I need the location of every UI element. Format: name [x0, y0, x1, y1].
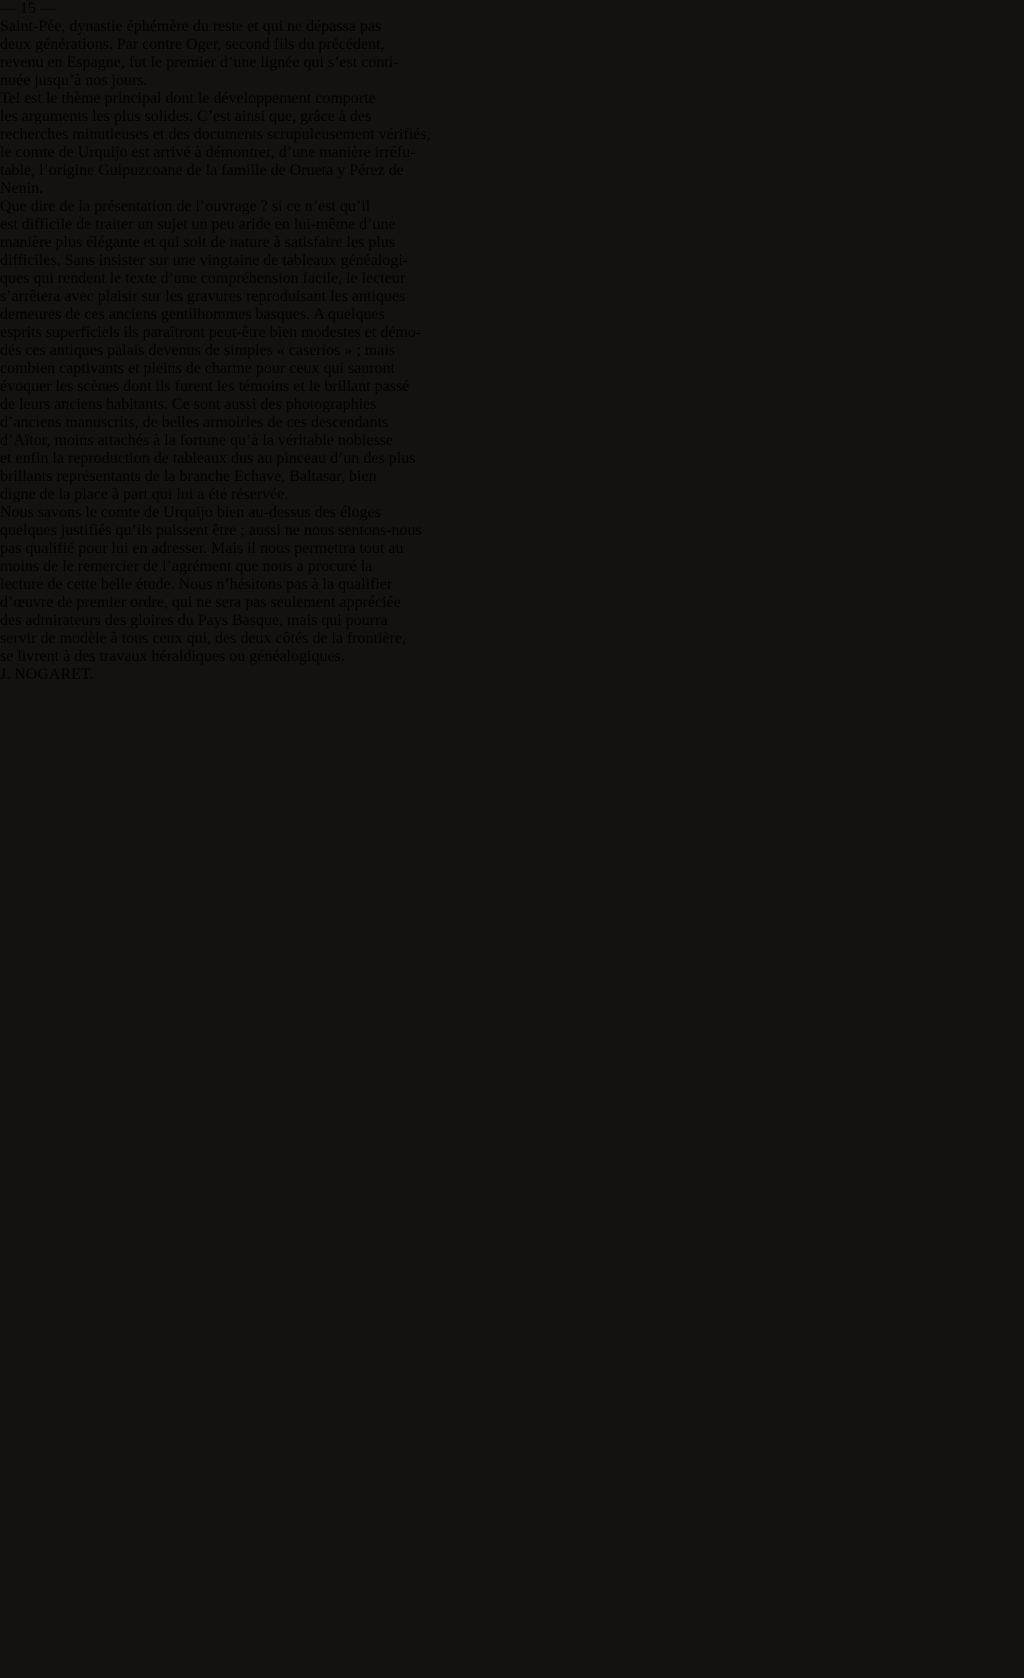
text-line: d’Aïtor, moins attachés à la fortune qu’à la véritable noblesse — [0, 432, 393, 449]
text-line: lecture de cette belle étude. Nous n’hésitons pas à la qualifier — [0, 576, 393, 593]
text-line: combien captivants et pleins de charme pour ceux qui sauront — [0, 360, 395, 377]
text-line: Tel est le thème principal dont le développement comporte — [0, 90, 376, 107]
text-line: est difficile de traiter un sujet un peu aride en lui-même d’une — [0, 216, 396, 233]
text-block — [0, 18, 1024, 666]
text-line: Que dire de la présentation de l’ouvrage ? si ce n’est qu’il — [0, 198, 371, 215]
text-line: servir de modèle à tous ceux qui, des deux côtés de la frontière, — [0, 630, 407, 647]
text-line: d’œuvre de premier ordre, qui ne sera pas seulement appréciée — [0, 594, 401, 611]
text-line: et enfin la reproduction de tableaux dus au pinceau d’un des plus — [0, 450, 416, 467]
text-line: brillants représentants de la branche Echave, Baltasar, bien — [0, 468, 377, 485]
page-number: — 15 — — [0, 0, 56, 17]
text-line: moins de le remercier de l’agrément que nous a procuré la — [0, 558, 373, 575]
text-line: d’anciens manuscrits, de belles armoiries de ces descendants — [0, 414, 389, 431]
text-line: deux générations. Par contre Oger, second fils du précédent, — [0, 36, 385, 53]
text-line: ques qui rendent le texte d’une compréhension facile, le lecteur — [0, 270, 406, 287]
text-line: se livrent à des travaux héraldiques ou généalogiques. — [0, 648, 345, 665]
text-line: nuée jusqu’à nos jours. — [0, 72, 148, 89]
text-line: table, l’origine Guipuzcoane de la famille de Orueta y Pérez de — [0, 162, 404, 179]
text-line: pas qualifié pour lui en adresser. Mais il nous permettra tout au — [0, 540, 404, 557]
text-line: Nous savons le comte de Urquijo bien au-dessus des éloges — [0, 504, 381, 521]
text-line: revenu en Espagne, fut le premier d’une lignée qui s’est conti- — [0, 54, 399, 71]
text-line: évoquer les scènes dont ils furent les témoins et le brillant passé — [0, 378, 410, 395]
text-line: esprits superficiels ils paraîtront peut-être bien modestes et démo- — [0, 324, 422, 341]
text-line: des admirateurs des gloires du Pays Basque, mais qui pourra — [0, 612, 388, 629]
text-line: Saint-Pée, dynastie éphémère du reste et qui ne dépassa pas — [0, 18, 382, 35]
text-line: les arguments les plus solides. C’est ainsi que, grâce à des — [0, 108, 372, 125]
text-line: de leurs anciens habitants. Ce sont aussi des photographies — [0, 396, 377, 413]
facing-page-edge — [0, 30, 62, 1632]
text-line: s’arrêtera avec plaisir sur les gravures reproduisant les antiques — [0, 288, 406, 305]
book-page — [0, 0, 1024, 684]
text-line: recherches minutieuses et des documents scrupuleusement vérifiés, — [0, 126, 431, 143]
text-line: le comte de Urquijo est arrivé à démontrer, d’une manière irréfu- — [0, 144, 416, 161]
text-line: dés ces antiques palais devenus de simples « caserios » ; mais — [0, 342, 396, 359]
text-line: digne de la place à part qui lui a été réservée. — [0, 486, 289, 503]
text-line: demeures de ces anciens gentilhommes basques. A quelques — [0, 306, 385, 323]
text-line: quelques justifiés qu’ils puissent être ; aussi ne nous sentons-nous — [0, 522, 422, 539]
text-line: difficiles. Sans insister sur une vingtaine de tableaux généalogi- — [0, 252, 409, 269]
text-line: Nenin. — [0, 180, 44, 197]
signature: J. NOGARET. — [0, 666, 94, 683]
text-line: manière plus élégante et qui soit de nature à satisfaire les plus — [0, 234, 395, 251]
